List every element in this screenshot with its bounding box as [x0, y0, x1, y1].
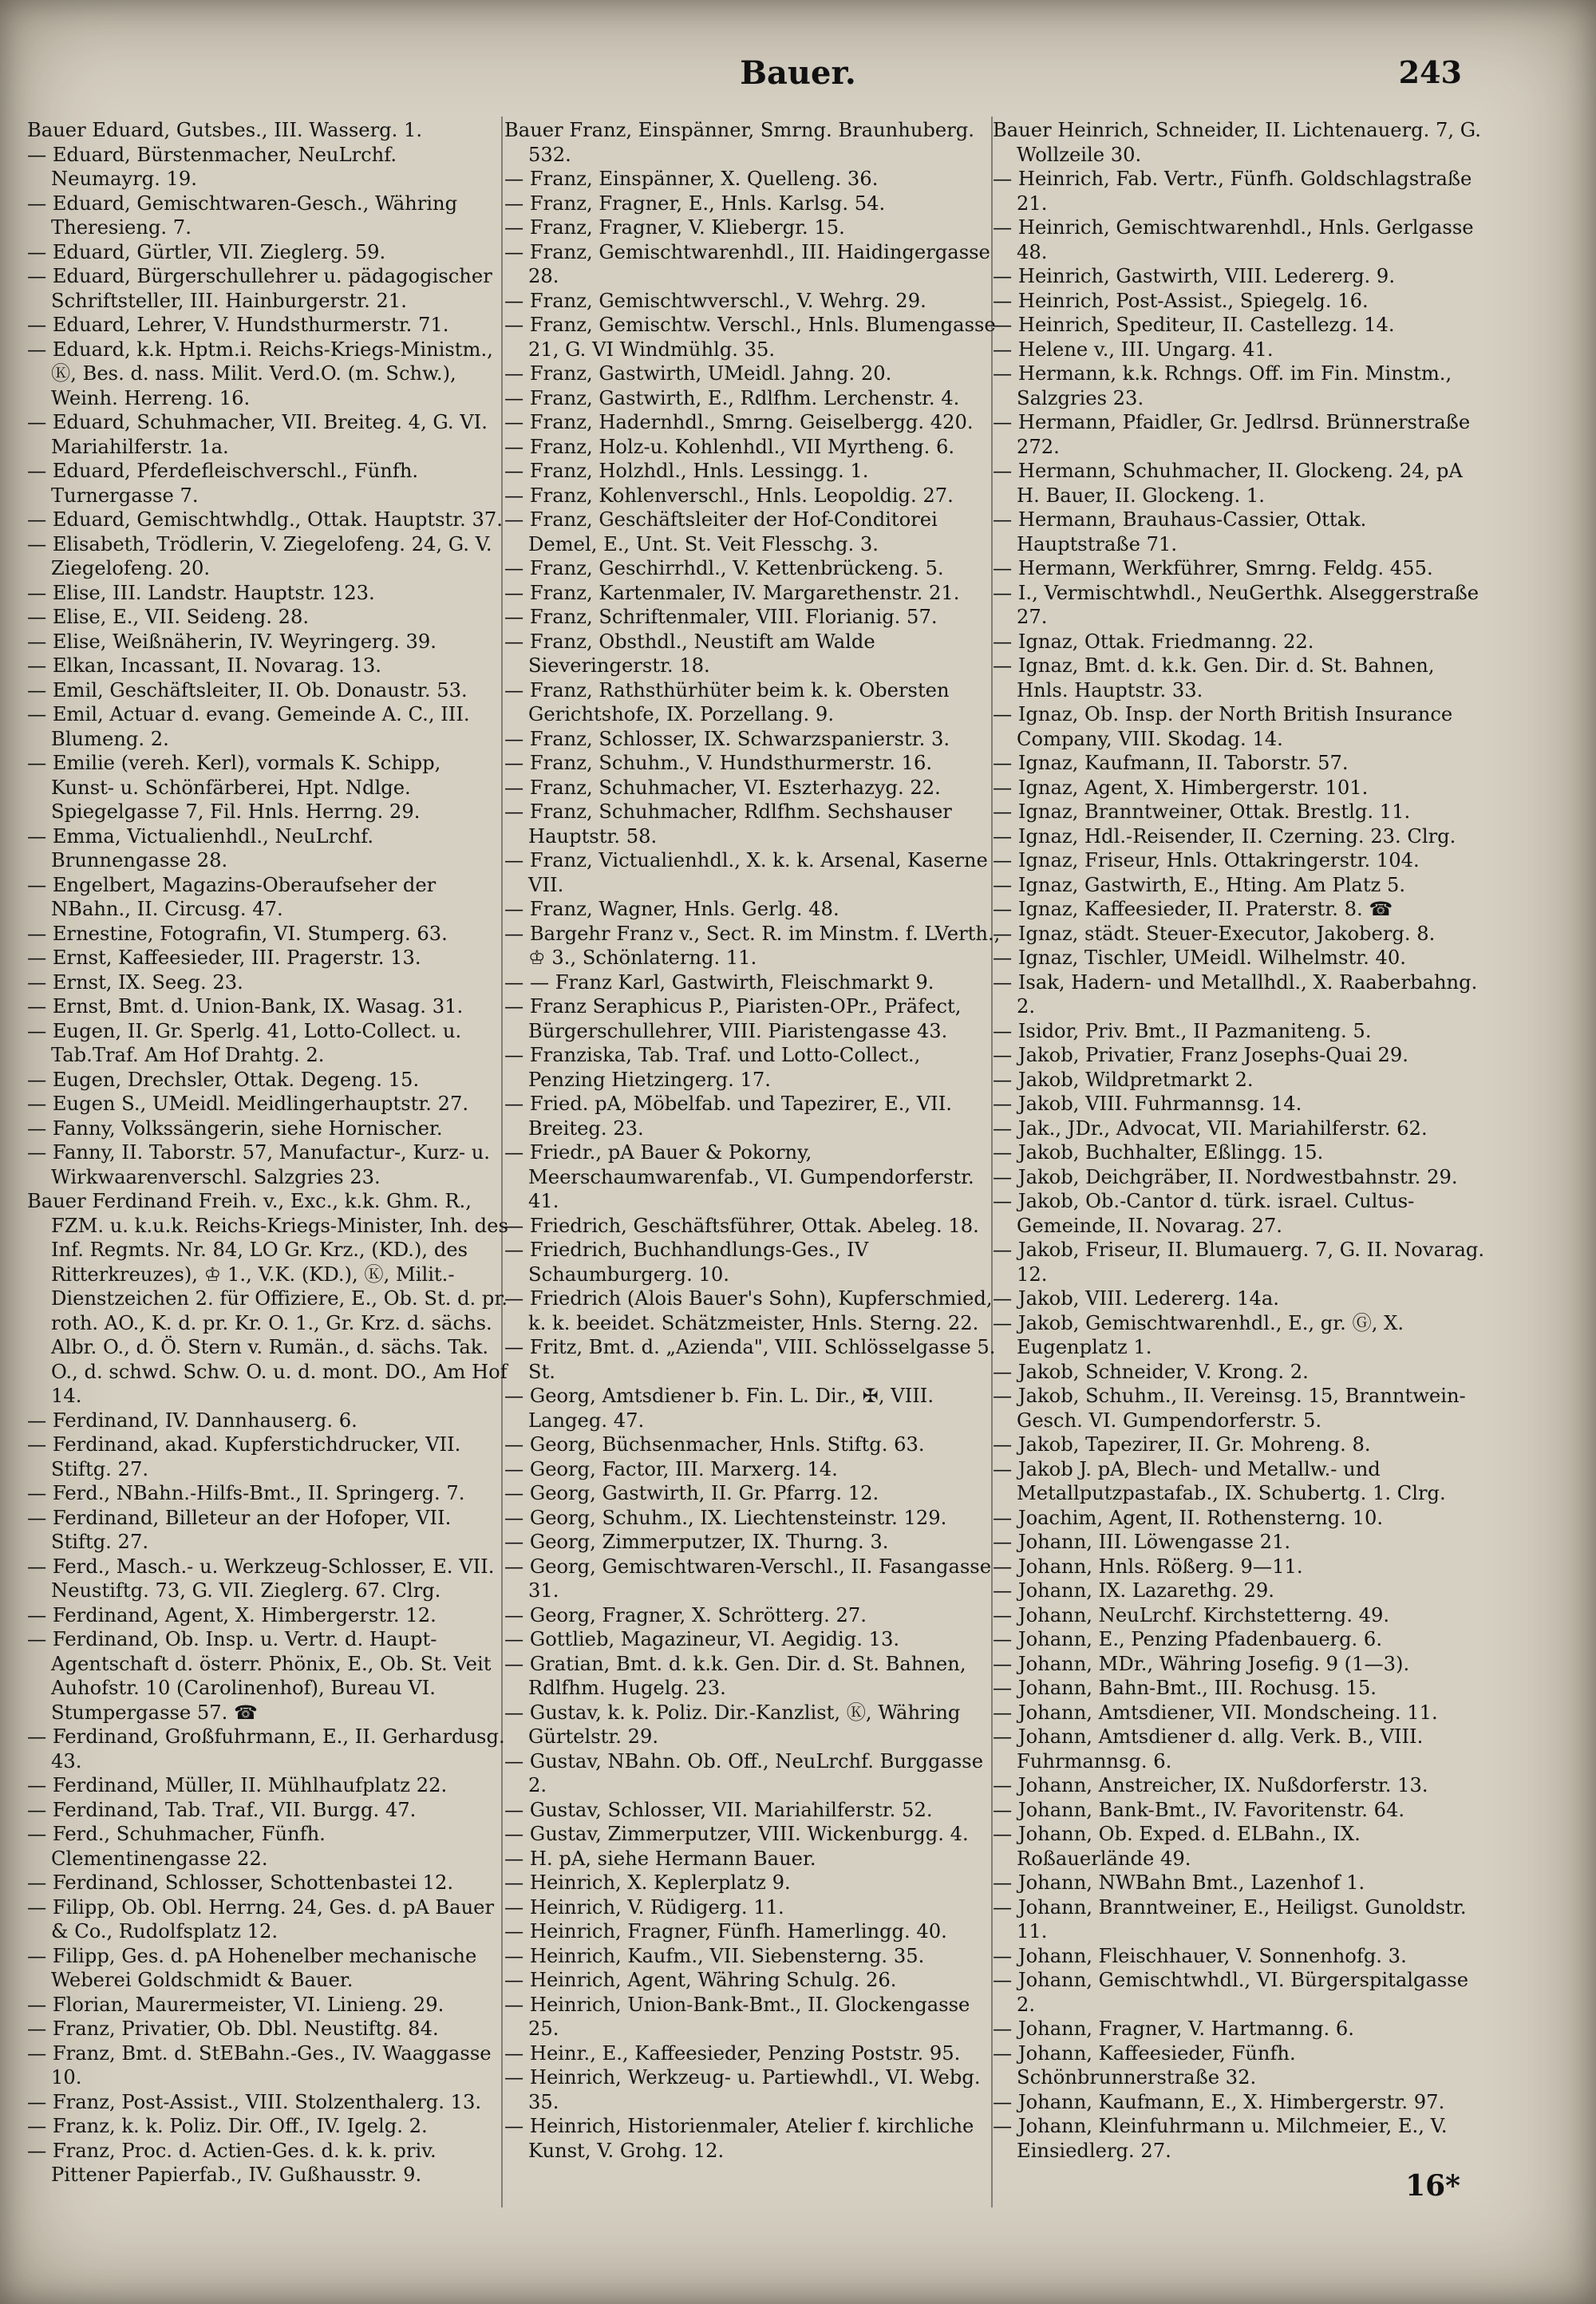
directory-entry: — Filipp, Ges. d. pA Hohenelber mechanische Weberei Goldschmidt & Bauer. — [27, 1944, 477, 1991]
directory-entry: — Franz, Privatier, Ob. Dbl. Neustiftg. 84. — [27, 2017, 439, 2040]
directory-entry: — Franz, Geschäftsleiter der Hof-Conditorei Demel, E., Unt. St. Veit Flesschg. 3. — [504, 508, 938, 555]
directory-entry: — Heinrich, Agent, Währing Schulg. 26. — [504, 1969, 897, 1991]
directory-entry: — Franz, Obsthdl., Neustift am Walde Sieveringerstr. 18. — [504, 630, 875, 677]
directory-entry: — Ferdinand, Agent, X. Himbergerstr. 12. — [27, 1603, 437, 1626]
directory-entry: — Johann, NeuLrchf. Kirchstetterng. 49. — [993, 1603, 1390, 1626]
directory-entry: — Georg, Schuhm., IX. Liechtensteinstr. 129. — [504, 1506, 947, 1529]
directory-entry: — Eduard, Gemischtwaren-Gesch., Währing Theresieng. 7. — [27, 192, 458, 239]
directory-entry: — Franz, Victualienhdl., X. k. k. Arsenal, Kaserne VII. — [504, 849, 988, 896]
directory-entry: — Ignaz, Ob. Insp. der North British Insurance Company, VIII. Skodag. 14. — [993, 703, 1453, 750]
directory-entry: — Heinrich, Gemischtwarenhdl., Hnls. Gerlgasse 48. — [993, 216, 1474, 263]
directory-entry: — Jakob, Schneider, V. Krong. 2. — [993, 1360, 1309, 1383]
directory-entry: — Georg, Amtsdiener b. Fin. L. Dir., ✠, VIII. Langeg. 47. — [504, 1385, 934, 1432]
directory-entry: — Franz, Schuhmacher, Rdlfhm. Sechshauser Hauptstr. 58. — [504, 800, 952, 848]
directory-entry: — Friedrich (Alois Bauer's Sohn), Kupferschmied, k. k. beeidet. Schätzmeister, Hnls. Sterng. 22. — [504, 1287, 993, 1334]
directory-entry: — Franz, Holz-u. Kohlenhdl., VII Myrtheng. 6. — [504, 435, 955, 458]
directory-entry: — Friedrich, Buchhandlungs-Ges., IV Schaumburgerg. 10. — [504, 1239, 869, 1286]
directory-entry: — Helene v., III. Ungarg. 41. — [993, 338, 1274, 361]
directory-entry: — Franz, Rathsthürhüter beim k. k. Obersten Gerichtshofe, IX. Porzellang. 9. — [504, 678, 950, 725]
directory-entry: — Joachim, Agent, II. Rothensterng. 10. — [993, 1506, 1384, 1529]
directory-entry: — Ignaz, Friseur, Hnls. Ottakringerstr. 104. — [993, 849, 1420, 871]
directory-entry: — Heinr., E., Kaffeesieder, Penzing Poststr. 95. — [504, 2041, 961, 2065]
directory-entry: — Hermann, Werkführer, Smrng. Feldg. 455. — [993, 557, 1433, 579]
directory-entry: — Franz, Schuhm., V. Hundsthurmerstr. 16. — [504, 752, 933, 774]
directory-entry: — Elisabeth, Trödlerin, V. Ziegelofeng. 24, G. V. Ziegelofeng. 20. — [27, 532, 492, 579]
directory-entry: — Eugen, Drechsler, Ottak. Degeng. 15. — [27, 1068, 420, 1091]
directory-entry: — Ignaz, Branntweiner, Ottak. Brestlg. 11. — [993, 800, 1411, 823]
directory-entry: — Heinrich, Gastwirth, VIII. Ledererg. 9. — [993, 265, 1396, 287]
directory-entry: — Jakob, VIII. Ledererg. 14a. — [993, 1287, 1279, 1310]
directory-entry: — Franz, Gastwirth, UMeidl. Jahng. 20. — [504, 362, 892, 385]
column-middle — [504, 118, 1001, 2163]
directory-entry: — Hermann, k.k. Rchngs. Off. im Fin. Minstm., Salzgries 23. — [993, 362, 1452, 409]
directory-entry: — Georg, Fragner, X. Schrötterg. 27. — [504, 1603, 867, 1626]
directory-entry: — Isidor, Priv. Bmt., II Pazmaniteng. 5. — [993, 1019, 1372, 1042]
directory-entry: — Johann, Fragner, V. Hartmanng. 6. — [993, 2017, 1354, 2040]
directory-entry: — Friedrich, Geschäftsführer, Ottak. Abeleg. 18. — [504, 1214, 979, 1237]
directory-entry: — Eduard, Pferdefleischverschl., Fünfh. Turnergasse 7. — [27, 460, 419, 507]
directory-entry: — Franz, Bmt. d. StEBahn.-Ges., IV. Waaggasse 10. — [27, 2041, 492, 2089]
directory-entry: — Eduard, Bürgerschullehrer u. pädagogischer Schriftsteller, III. Hainburgerstr. 21. — [27, 265, 492, 312]
directory-entry: — Jakob, Ob.-Cantor d. türk. israel. Cultus-Gemeinde, II. Novarag. 27. — [993, 1190, 1415, 1237]
directory-entry: — Jakob, Wildpretmarkt 2. — [993, 1068, 1254, 1091]
directory-entry: — Heinrich, Kaufm., VII. Siebensterng. 35. — [504, 1944, 925, 1967]
directory-entry: — Georg, Gemischtwaren-Verschl., II. Fasangasse 31. — [504, 1555, 992, 1602]
directory-entry: — Ferdinand, Tab. Traf., VII. Burgg. 47. — [27, 1798, 417, 1821]
directory-entry: — Heinrich, Post-Assist., Spiegelg. 16. — [993, 289, 1369, 312]
sheet-signature: 16* — [1405, 2169, 1460, 2203]
directory-entry: — Eduard, Gemischtwhdlg., Ottak. Hauptstr. 37. — [27, 508, 503, 531]
directory-entry: — Franz, k. k. Poliz. Dir. Off., IV. Igelg. 2. — [27, 2115, 428, 2137]
directory-entry: — Fried. pA, Möbelfab. und Tapezirer, E., VII. Breiteg. 23. — [504, 1093, 952, 1140]
directory-entry: — Johann, Gemischtwhdl., VI. Bürgerspitalgasse 2. — [993, 1969, 1469, 2016]
directory-entry: — Ernst, IX. Seeg. 23. — [27, 970, 243, 994]
directory-entry: — Gottlieb, Magazineur, VI. Aegidig. 13. — [504, 1628, 900, 1650]
column-left — [27, 118, 509, 2187]
directory-entry: — Franz, Proc. d. Actien-Ges. d. k. k. priv. Pittener Papierfab., IV. Gußhausstr. 9. — [27, 2139, 437, 2186]
directory-entry: — H. pA, siehe Hermann Bauer. — [504, 1847, 816, 1870]
directory-entry: — Johann, E., Penzing Pfadenbauerg. 6. — [993, 1628, 1383, 1650]
directory-entry: — Elise, E., VII. Seideng. 28. — [27, 606, 310, 628]
directory-entry: — Eduard, Lehrer, V. Hundsthurmerstr. 71. — [27, 314, 449, 336]
directory-entry: — Johann, Bank-Bmt., IV. Favoritenstr. 64. — [993, 1798, 1405, 1821]
directory-entry: — Jakob J. pA, Blech- und Metallw.- und Metallputzpastafab., IX. Schubertg. 1. Clrg. — [993, 1457, 1446, 1504]
directory-entry: — Fanny, II. Taborstr. 57, Manufactur-, Kurz- u. Wirkwaarenverschl. Salzgries 23. — [27, 1141, 490, 1188]
directory-entry: — Franz, Gemischtw. Verschl., Hnls. Blumengasse 21, G. VI Windmühlg. 35. — [504, 314, 996, 361]
directory-entry: — Eduard, Bürstenmacher, NeuLrchf. Neumayrg. 19. — [27, 143, 397, 190]
directory-entry: — Emilie (vereh. Kerl), vormals K. Schipp, Kunst- u. Schönfärberei, Hpt. Ndlge. Spiegelgasse 7, Fil. Hnls. Herrng. 29. — [27, 752, 441, 823]
directory-entry: — Gustav, NBahn. Ob. Off., NeuLrchf. Burggasse 2. — [504, 1749, 984, 1796]
directory-entry: — Emma, Victualienhdl., NeuLrchf. Brunnengasse 28. — [27, 824, 374, 871]
directory-entry: — Johann, Kleinfuhrmann u. Milchmeier, E., V. Einsiedlerg. 27. — [993, 2115, 1448, 2162]
directory-entry: — Eduard, k.k. Hptm.i. Reichs-Kriegs-Ministm., Ⓚ, Bes. d. nass. Milit. Verd.O. (m. Schw.), Weinh. Herreng. 16. — [27, 338, 493, 409]
directory-entry: — Bargehr Franz v., Sect. R. im Minstm. f. LVerth., ♔ 3., Schönlaterng. 11. — [504, 922, 1001, 969]
directory-entry: — Ignaz, Kaffeesieder, II. Praterstr. 8. ☎ — [993, 898, 1393, 920]
directory-entry: Bauer Ferdinand Freih. v., Exc., k.k. Ghm. R., FZM. u. k.u.k. Reichs-Kriegs-Minister, Inh. des Inf. Regmts. Nr. 84, LO Gr. Krz., (KD.), des Ritterkreuzes), ♔ 1., V.K. (KD.), Ⓚ, Milit.-Dienstzeichen 2. für Offiziere, E., Ob. St. d. pr. roth. AO., K. d. pr. Kr. O. 1., Gr. Krz. d. sächs. Albr. O., d. Ö. Stern v. Rumän., d. sächs. Tak. O., d. schwd. Schw. O. u. d. mont. DO., Am Hof 14. — [27, 1190, 508, 1407]
directory-entry: — Emil, Actuar d. evang. Gemeinde A. C., III. Blumeng. 2. — [27, 703, 470, 750]
directory-entry: — Florian, Maurermeister, VI. Linieng. 29. — [27, 1993, 444, 2016]
column-right — [993, 118, 1491, 2163]
directory-entry: — Franz, Fragner, V. Kliebergr. 15. — [504, 216, 845, 239]
directory-entry: — Franz, Holzhdl., Hnls. Lessingg. 1. — [504, 460, 869, 482]
directory-entry: — Franz, Fragner, E., Hnls. Karlsg. 54. — [504, 192, 886, 215]
directory-entry: — Eugen S., UMeidl. Meidlingerhauptstr. 27. — [27, 1093, 469, 1115]
directory-entry: — Ignaz, Tischler, UMeidl. Wilhelmstr. 40. — [993, 946, 1406, 969]
directory-entry: — Gratian, Bmt. d. k.k. Gen. Dir. d. St. Bahnen, Rdlfhm. Hugelg. 23. — [504, 1652, 966, 1699]
directory-entry: — I., Vermischtwhdl., NeuGerthk. Alseggerstraße 27. — [993, 581, 1479, 628]
directory-entry: — Gustav, k. k. Poliz. Dir.-Kanzlist, Ⓚ, Währing Gürtelstr. 29. — [504, 1701, 961, 1748]
directory-entry: — — Franz Karl, Gastwirth, Fleischmarkt 9. — [504, 970, 934, 994]
directory-entry: — Ignaz, Kaufmann, II. Taborstr. 57. — [993, 752, 1349, 774]
running-title: Bauer. — [740, 54, 856, 92]
directory-entry: — Ignaz, Agent, X. Himbergerstr. 101. — [993, 776, 1369, 799]
directory-entry: — Franz, Gemischtwverschl., V. Wehrg. 29. — [504, 289, 926, 312]
directory-entry: — Heinrich, Historienmaler, Atelier f. kirchliche Kunst, V. Grohg. 12. — [504, 2115, 974, 2162]
directory-entry: — Heinrich, Fragner, Fünfh. Hamerlingg. 40. — [504, 1920, 947, 1942]
directory-entry: — Jakob, Schuhm., II. Vereinsg. 15, Branntwein-Gesch. VI. Gumpendorferstr. 5. — [993, 1385, 1466, 1432]
directory-entry: — Franz, Gemischtwarenhdl., III. Haidingergasse 28. — [504, 240, 990, 287]
directory-entry: — Jakob, Gemischtwarenhdl., E., gr. Ⓖ, X. Eugenplatz 1. — [993, 1311, 1404, 1358]
directory-entry: — Jakob, Tapezirer, II. Gr. Mohreng. 8. — [993, 1433, 1371, 1456]
directory-entry: — Engelbert, Magazins-Oberaufseher der NBahn., II. Circusg. 47. — [27, 873, 437, 920]
directory-entry: — Franz Seraphicus P., Piaristen-OPr., Präfect, Bürgerschullehrer, VIII. Piaristengasse 43. — [504, 995, 962, 1042]
directory-entry: — Johann, III. Löwengasse 21. — [993, 1531, 1291, 1553]
directory-entry: — Johann, Amtsdiener, VII. Mondscheing. 11. — [993, 1701, 1438, 1724]
directory-entry: — Johann, Anstreicher, IX. Nußdorferstr. 13. — [993, 1774, 1428, 1796]
directory-entry: — Johann, Hnls. Rößerg. 9—11. — [993, 1555, 1303, 1578]
directory-entry: — Johann, Bahn-Bmt., III. Rochusg. 15. — [993, 1677, 1377, 1699]
directory-entry: — Ferdinand, IV. Dannhauserg. 6. — [27, 1409, 358, 1432]
directory-entry: — Ignaz, Hdl.-Reisender, II. Czerning. 23. Clrg. — [993, 824, 1456, 848]
directory-entry: Bauer Franz, Einspänner, Smrng. Braunhuberg. 532. — [504, 119, 974, 166]
directory-entry: — Emil, Geschäftsleiter, II. Ob. Donaustr. 53. — [27, 678, 468, 701]
directory-entry: — Franz, Schlosser, IX. Schwarzspanierstr. 3. — [504, 727, 950, 750]
directory-entry: Bauer Eduard, Gutsbes., III. Wasserg. 1. — [27, 119, 423, 141]
directory-entry: Bauer Heinrich, Schneider, II. Lichtenauerg. 7, G. Wollzeile 30. — [993, 119, 1481, 166]
directory-entry: — Hermann, Brauhaus-Cassier, Ottak. Hauptstraße 71. — [993, 508, 1367, 555]
directory-entry: — Johann, Amtsdiener d. allg. Verk. B., VIII. Fuhrmannsg. 6. — [993, 1725, 1424, 1772]
directory-entry: — Johann, Fleischhauer, V. Sonnenhofg. 3. — [993, 1944, 1407, 1967]
directory-entry: — Johann, NWBahn Bmt., Lazenhof 1. — [993, 1871, 1365, 1894]
directory-entry: — Jakob, Privatier, Franz Josephs-Quai 29. — [993, 1044, 1408, 1066]
directory-entry: — Elise, III. Landstr. Hauptstr. 123. — [27, 581, 375, 604]
directory-entry: — Johann, Branntweiner, E., Heiligst. Gunoldstr. 11. — [993, 1895, 1467, 1942]
directory-entry: — Franz, Schriftenmaler, VIII. Florianig. 57. — [504, 606, 938, 628]
directory-entry: — Georg, Gastwirth, II. Gr. Pfarrg. 12. — [504, 1482, 879, 1504]
directory-entry: — Franz, Hadernhdl., Smrng. Geiselbergg. 420. — [504, 411, 974, 433]
directory-entry: — Heinrich, Spediteur, II. Castellezg. 14. — [993, 314, 1395, 336]
directory-entry: — Eugen, II. Gr. Sperlg. 41, Lotto-Collect. u. Tab.Traf. Am Hof Drahtg. 2. — [27, 1019, 462, 1066]
directory-entry: — Ferdinand, Müller, II. Mühlhaufplatz 22. — [27, 1774, 448, 1796]
directory-entry: — Elise, Weißnäherin, IV. Weyringerg. 39. — [27, 630, 437, 653]
directory-entry: — Ferd., Schuhmacher, Fünfh. Clementinengasse 22. — [27, 1823, 326, 1870]
directory-entry: — Fritz, Bmt. d. „Azienda", VIII. Schlösselgasse 5. St. — [504, 1336, 996, 1383]
directory-entry: — Ernestine, Fotografin, VI. Stumperg. 63. — [27, 922, 448, 945]
directory-entry: — Johann, Kaffeesieder, Fünfh. Schönbrunnerstraße 32. — [993, 2041, 1296, 2089]
directory-entry: — Friedr., pA Bauer & Pokorny, Meerschaumwarenfab., VI. Gumpendorferstr. 41. — [504, 1141, 974, 1212]
directory-entry: — Johann, Kaufmann, E., X. Himbergerstr. 97. — [993, 2090, 1445, 2113]
directory-entry: — Jak., JDr., Advocat, VII. Mariahilferstr. 62. — [993, 1116, 1428, 1140]
directory-entry: — Heinrich, Union-Bank-Bmt., II. Glockengasse 25. — [504, 1993, 970, 2040]
directory-entry: — Ignaz, Gastwirth, E., Hting. Am Platz 5. — [993, 873, 1406, 896]
directory-entry: — Gustav, Zimmerputzer, VIII. Wickenburgg. 4. — [504, 1823, 969, 1845]
directory-entry: — Ferdinand, Schlosser, Schottenbastei 12. — [27, 1871, 454, 1894]
directory-entry: — Eduard, Gürtler, VII. Zieglerg. 59. — [27, 240, 386, 263]
directory-entry: — Franziska, Tab. Traf. und Lotto-Collect., Penzing Hietzingerg. 17. — [504, 1044, 921, 1091]
directory-entry: — Ignaz, Ottak. Friedmanng. 22. — [993, 630, 1314, 653]
directory-entry: — Franz, Geschirrhdl., V. Kettenbrückeng. 5. — [504, 557, 944, 579]
directory-entry: — Hermann, Pfaidler, Gr. Jedlrsd. Brünnerstraße 272. — [993, 411, 1471, 458]
directory-entry: — Filipp, Ob. Obl. Herrng. 24, Ges. d. pA Bauer & Co., Rudolfsplatz 12. — [27, 1895, 495, 1942]
directory-entry: — Ferdinand, Billeteur an der Hofoper, VII. Stiftg. 27. — [27, 1506, 452, 1553]
directory-entry: — Johann, Ob. Exped. d. ELBahn., IX. Roßauerlände 49. — [993, 1823, 1361, 1870]
directory-entry: — Ignaz, städt. Steuer-Executor, Jakoberg. 8. — [993, 922, 1436, 945]
directory-entry: — Ferdinand, Ob. Insp. u. Vertr. d. Haupt-Agentschaft d. österr. Phönix, E., Ob. St. Veit Auhofstr. 10 (Carolinenhof), Bureau VI. Stumpergasse 57. ☎ — [27, 1628, 492, 1724]
directory-entry: — Elkan, Incassant, II. Novarag. 13. — [27, 654, 381, 677]
directory-entry: — Franz, Gastwirth, E., Rdlfhm. Lerchenstr. 4. — [504, 386, 960, 409]
directory-entry: — Isak, Hadern- und Metallhdl., X. Raaberbahng. 2. — [993, 970, 1478, 1018]
directory-entry: — Fanny, Volkssängerin, siehe Hornischer. — [27, 1116, 443, 1140]
directory-entry: — Georg, Büchsenmacher, Hnls. Stiftg. 63. — [504, 1433, 925, 1456]
directory-entry: — Gustav, Schlosser, VII. Mariahilferstr. 52. — [504, 1798, 933, 1821]
directory-entry: — Jakob, Buchhalter, Eßlingg. 15. — [993, 1141, 1324, 1164]
page-header — [0, 54, 1596, 102]
directory-entry: — Ernst, Bmt. d. Union-Bank, IX. Wasag. 31. — [27, 995, 464, 1018]
directory-entry: — Heinrich, X. Keplerplatz 9. — [504, 1871, 791, 1894]
directory-entry: — Franz, Wagner, Hnls. Gerlg. 48. — [504, 898, 839, 920]
directory-entry: — Johann, IX. Lazarethg. 29. — [993, 1579, 1274, 1602]
directory-entry: — Franz, Post-Assist., VIII. Stolzenthalerg. 13. — [27, 2090, 482, 2113]
directory-entry: — Ignaz, Bmt. d. k.k. Gen. Dir. d. St. Bahnen, Hnls. Hauptstr. 33. — [993, 654, 1435, 701]
directory-entry: — Georg, Factor, III. Marxerg. 14. — [504, 1457, 838, 1480]
directory-entry: — Georg, Zimmerputzer, IX. Thurng. 3. — [504, 1531, 889, 1553]
directory-entry: — Ferdinand, Großfuhrmann, E., II. Gerhardusg. 43. — [27, 1725, 505, 1772]
directory-entry: — Ferdinand, akad. Kupferstichdrucker, VII. Stiftg. 27. — [27, 1433, 461, 1480]
directory-entry: — Heinrich, Werkzeug- u. Partiewhdl., VI. Webg. 35. — [504, 2066, 981, 2113]
directory-entry: — Ernst, Kaffeesieder, III. Pragerstr. 13. — [27, 946, 421, 969]
directory-entry: — Eduard, Schuhmacher, VII. Breiteg. 4, G. VI. Mariahilferstr. 1a. — [27, 411, 488, 458]
directory-entry: — Hermann, Schuhmacher, II. Glockeng. 24, pA H. Bauer, II. Glockeng. 1. — [993, 460, 1463, 507]
page-number: 243 — [1398, 54, 1462, 90]
directory-entry: — Ferd., NBahn.-Hilfs-Bmt., II. Springerg. 7. — [27, 1482, 465, 1504]
directory-entry: — Franz, Kartenmaler, IV. Margarethenstr. 21. — [504, 581, 960, 604]
directory-entry: — Johann, MDr., Währing Josefig. 9 (1—3). — [993, 1652, 1410, 1675]
directory-entry: — Jakob, Friseur, II. Blumauerg. 7, G. II. Novarag. 12. — [993, 1239, 1485, 1286]
directory-entry: — Heinrich, V. Rüdigerg. 11. — [504, 1895, 784, 1919]
directory-entry: — Franz, Schuhmacher, VI. Eszterhazyg. 22. — [504, 776, 941, 799]
directory-entry: — Ferd., Masch.- u. Werkzeug-Schlosser, E. VII. Neustiftg. 73, G. VII. Zieglerg. 67. Clrg. — [27, 1555, 495, 1602]
directory-entry: — Franz, Kohlenverschl., Hnls. Leopoldig. 27. — [504, 484, 954, 507]
directory-entry: — Jakob, Deichgräber, II. Nordwestbahnstr. 29. — [993, 1165, 1458, 1188]
directory-entry: — Heinrich, Fab. Vertr., Fünfh. Goldschlagstraße 21. — [993, 168, 1472, 215]
directory-entry: — Jakob, VIII. Fuhrmannsg. 14. — [993, 1093, 1302, 1115]
directory-entry: — Franz, Einspänner, X. Quelleng. 36. — [504, 168, 879, 190]
